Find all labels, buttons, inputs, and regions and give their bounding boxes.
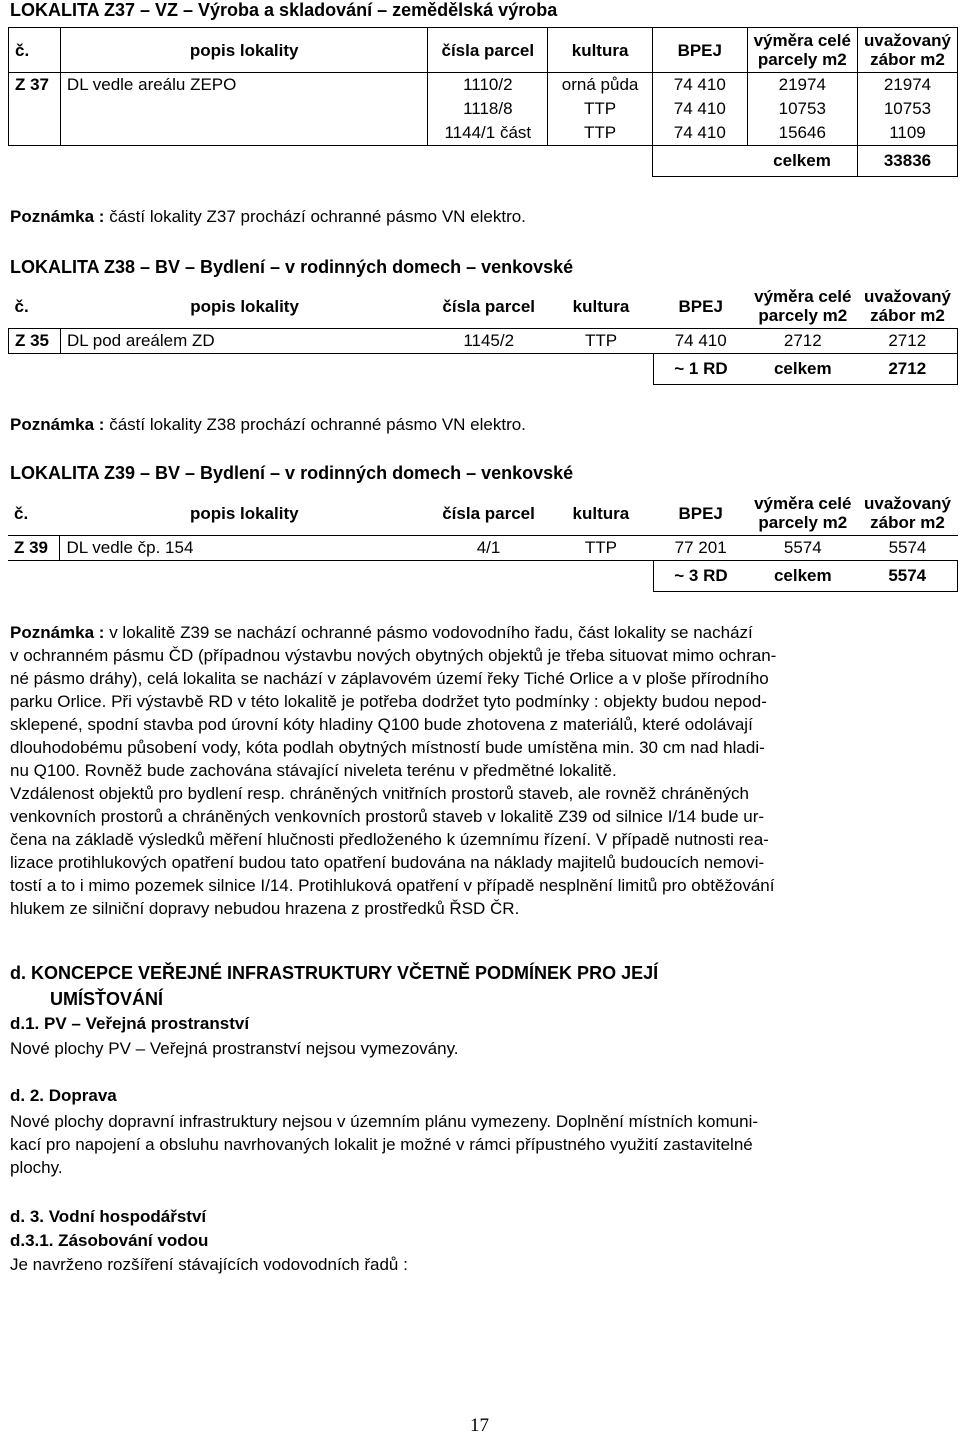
col-header: popis lokality [190,296,299,316]
total-label: celkem [747,146,857,177]
table-header-row [8,491,958,536]
col-header: č. [14,503,29,523]
z39-title: LOKALITA Z39 – BV – Bydlení – v rodinných domech – venkovské [10,463,574,483]
total-value: 2712 [857,354,957,385]
cell: 1144/1 část [428,121,548,146]
rd-count: ~ 3 RD [653,561,748,592]
note-line: hlukem ze silniční dopravy nebudou hrazena z prostředků ŘSD ČR. [10,899,520,918]
note-line: parku Orlice. Při výstavbě RD v této lokalitě je potřeba dodržet tyto podmínky : objekty budou nepod- [10,692,767,711]
cell: 15646 [747,121,857,146]
z37-note: Poznámka : částí lokality Z37 prochází ochranné pásmo VN elektro. [10,207,526,226]
page-number: 17 [470,1415,489,1436]
cell: TTP [548,121,653,146]
table-row [9,329,958,354]
note-line: né pásmo dráhy), celá lokalita se nachází v záplavovém území řeky Tiché Orlice a v ploše přírodního [10,669,769,688]
col-header: popis lokality [189,503,299,523]
text-line: kací pro napojení a obsluhu navrhovaných lokalit je možné v rámci přípustného využití zastavitelné [10,1135,753,1154]
note-line: Vzdálenost objektů pro bydlení resp. chráněných vnitřních prostorů staveb, ale rovněž chráněných [10,784,749,803]
col-header: BPEJ [678,503,723,523]
d2-text [10,1110,955,1179]
cell: 74 410 [652,97,747,121]
col-header: výměra celé parcely m2 [747,28,857,73]
cell: TTP [548,536,653,561]
note-line: nu Q100. Rovněž bude zachována stávající niveleta terénu v předmětné lokalitě. [10,761,617,780]
cell: 74 410 [652,73,747,98]
z38-table [8,284,958,385]
cell [9,97,61,121]
cell: TTP [548,97,653,121]
z39-table [8,491,958,592]
table-row [9,73,958,98]
col-header: popis lokality [60,28,427,73]
cell: 1109 [857,121,957,146]
note-line: čena na základě výsledků měření hlučnosti předloženého k územnímu řízení. V případě nutnosti rea- [10,830,769,849]
cell: 10753 [747,97,857,121]
col-header: kultura [548,28,653,73]
cell: 5574 [857,536,957,561]
col-header: výměra celé parcely m2 [754,287,852,325]
d1-title: d.1. PV – Veřejná prostranství [10,1014,250,1033]
col-header: uvažovaný zábor m2 [857,28,957,73]
col-header: uvažovaný zábor m2 [864,287,951,325]
col-header: č. [14,296,29,316]
text-line: plochy. [10,1158,63,1177]
table-row [9,121,958,146]
table-header-row [9,284,958,329]
note-line: Poznámka : v lokalitě Z39 se nachází ochranné pásmo vodovodního řadu, část lokality se nachází [10,623,753,642]
cell: 1118/8 [428,97,548,121]
z39-note [10,621,955,920]
cell: 10753 [857,97,957,121]
cell: 21974 [747,73,857,98]
cell: 2712 [857,329,957,354]
cell: 74 410 [653,329,748,354]
col-header: BPEJ [678,296,723,316]
cell: 77 201 [653,536,748,561]
col-header: čísla parcel [442,296,536,316]
total-row [9,354,958,385]
col-header: BPEJ [652,28,747,73]
col-header: kultura [572,296,630,316]
note-line: dlouhodobému působení vody, kóta podlah obytných místností bude umístěna min. 30 cm nad hladi- [10,738,765,757]
d1-text: Nové plochy PV – Veřejná prostranství nejsou vymezovány. [10,1039,459,1058]
total-value: 33836 [857,146,957,177]
cell: 21974 [857,73,957,98]
rd-count: ~ 1 RD [653,354,748,385]
cell: 74 410 [652,121,747,146]
d2-title: d. 2. Doprava [10,1086,117,1105]
d3-title: d. 3. Vodní hospodářství [10,1207,207,1226]
cell: DL vedle areálu ZEPO [60,73,427,98]
total-row [8,561,958,592]
text-line: Nové plochy dopravní infrastruktury nejsou v územním plánu vymezeny. Doplnění místních komuni- [10,1112,759,1131]
table-row [9,97,958,121]
col-header: č. [9,28,61,73]
col-header: čísla parcel [442,503,535,523]
table-row [8,536,958,561]
col-header: čísla parcel [428,28,548,73]
col-header: uvažovaný zábor m2 [864,494,951,532]
col-header: kultura [572,503,630,523]
col-header: výměra celé parcely m2 [754,494,852,532]
cell: 1145/2 [429,329,549,354]
table-header-row [9,28,958,73]
cell: 5574 [748,536,857,561]
section-d-title: d. KONCEPCE VEŘEJNÉ INFRASTRUKTURY VČETNĚ PODMÍNEK PRO JEJÍ UMÍSŤOVÁNÍ [10,963,659,1009]
cell: 2712 [748,329,857,354]
cell [60,121,427,146]
cell: Z 35 [9,329,61,354]
note-line: v ochranném pásmu ČD (případnou výstavbu nových obytných objektů je třeba situovat mimo ochran- [10,646,777,665]
total-label: celkem [748,561,857,592]
total-value: 5574 [857,561,957,592]
cell: Z 37 [9,73,61,98]
note-line: tostí a to i mimo pozemek silnice I/14. Protihluková opatření v případě nesplnění limitů pro obtěžování [10,876,775,895]
note-line: venkovních prostorů a chráněných venkovních prostorů staveb v lokalitě Z39 od silnice I/14 bude ur- [10,807,765,826]
z37-table [8,27,958,177]
cell: 1110/2 [428,73,548,98]
cell: orná půda [548,73,653,98]
note-line: lizace protihlukových opatření budou tato opatření budována na náklady majitelů budoucích nemovi- [10,853,765,872]
cell: DL pod areálem ZD [60,329,428,354]
d31-title: d.3.1. Zásobování vodou [10,1231,209,1250]
cell: Z 39 [8,536,60,561]
cell [60,97,427,121]
note-line: sklepené, spodní stavba pod úrovní kóty hladiny Q100 bude zhotovena z materiálů, které odolávají [10,715,753,734]
cell: DL vedle čp. 154 [60,536,429,561]
cell: TTP [549,329,654,354]
z38-title: LOKALITA Z38 – BV – Bydlení – v rodinných domech – venkovské [10,257,574,277]
z38-note: Poznámka : částí lokality Z38 prochází ochranné pásmo VN elektro. [10,415,526,434]
total-row [9,146,958,177]
cell [9,121,61,146]
d31-text: Je navrženo rozšíření stávajících vodovodních řadů : [10,1255,408,1274]
z37-title: LOKALITA Z37 – VZ – Výroba a skladování – zemědělská výroba [10,0,558,20]
cell: 4/1 [429,536,549,561]
total-label: celkem [748,354,857,385]
